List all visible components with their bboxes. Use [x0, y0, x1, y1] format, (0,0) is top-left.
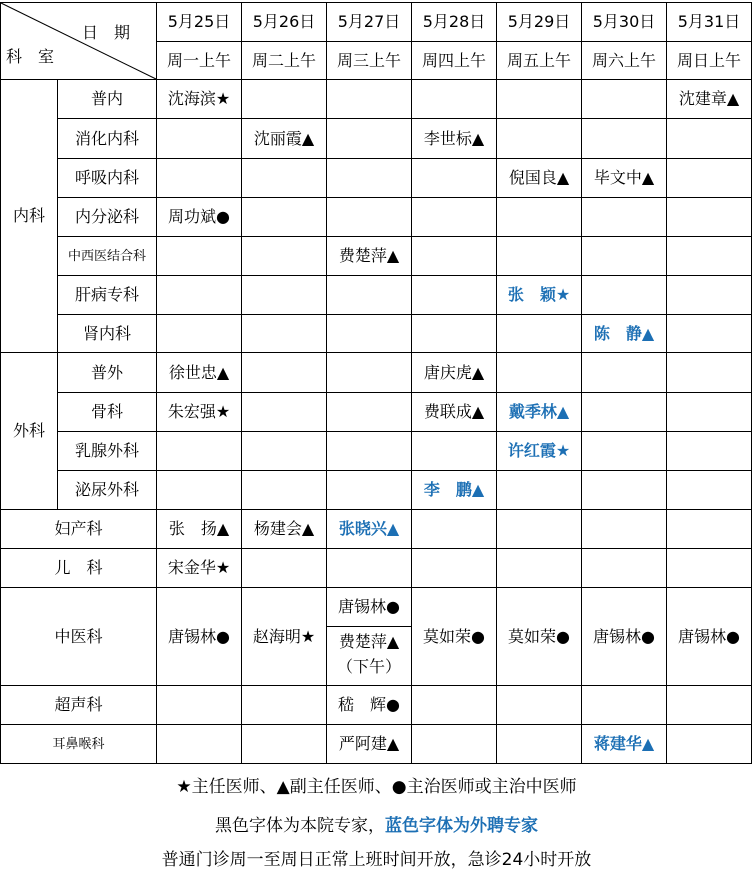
legend-hours-note: 普通门诊周一至周日正常上班时间开放，急诊24小时开放	[161, 850, 592, 870]
group-label-neike: 内科	[12, 206, 45, 225]
doctor-cell-external: 李 鹏▲	[423, 480, 485, 499]
doctor-cell: 嵇 辉●	[338, 695, 400, 714]
afternoon-note: （下午）	[336, 657, 401, 676]
weekday-header: 周一上午	[166, 50, 231, 70]
date-header: 5月30日	[592, 12, 656, 31]
doctor-cell: 唐庆虎▲	[423, 362, 485, 382]
dept-label: 肝病专科	[74, 285, 139, 304]
corner-dept-label: 科 室	[6, 47, 55, 66]
date-header: 5月26日	[252, 12, 316, 31]
doctor-cell-external: 张晓兴▲	[338, 519, 400, 538]
weekday-header: 周日上午	[676, 50, 741, 70]
doctor-cell: 费联成▲	[423, 402, 485, 421]
doctor-cell: 李世标▲	[423, 128, 485, 148]
doctor-cell: 唐锡林●	[593, 626, 655, 646]
doctor-cell: 费楚萍▲	[338, 246, 400, 265]
doctor-cell-external: 陈 静▲	[593, 323, 655, 343]
dept-label: 呼吸内科	[74, 168, 139, 187]
border-line	[57, 431, 751, 432]
date-header: 5月28日	[422, 12, 486, 31]
dept-label: 泌尿外科	[74, 480, 139, 499]
doctor-cell: 唐锡林●	[338, 597, 400, 616]
weekday-header: 周三上午	[336, 50, 401, 70]
doctor-cell: 沈建章▲	[678, 89, 740, 108]
doctor-cell: 徐世忠▲	[168, 362, 230, 382]
dept-label: 妇产科	[54, 519, 103, 538]
border-line	[57, 118, 751, 119]
weekday-header: 周六上午	[591, 50, 656, 70]
dept-label: 超声科	[54, 695, 103, 714]
border-line	[57, 470, 751, 471]
date-header: 5月27日	[337, 12, 401, 31]
doctor-cell: 毕文中▲	[593, 168, 655, 187]
doctor-cell: 宋金华★	[167, 558, 231, 577]
dept-label: 耳鼻喉科	[52, 736, 105, 752]
doctor-cell: 唐锡林●	[168, 626, 230, 646]
dept-label: 中医科	[54, 626, 103, 646]
date-header: 5月29日	[507, 12, 571, 31]
doctor-cell: 杨建会▲	[253, 519, 315, 538]
dept-label: 乳腺外科	[74, 441, 139, 460]
dept-label: 骨科	[90, 402, 123, 421]
legend-title-key: ★主任医师、▲副主任医师、●主治医师或主治中医师	[176, 777, 577, 797]
border-line	[57, 275, 751, 276]
dept-label: 内分泌科	[74, 207, 139, 226]
doctor-cell: 沈丽霞▲	[253, 128, 315, 148]
doctor-cell: 朱宏强★	[167, 402, 231, 421]
border-line	[326, 626, 411, 627]
legend	[0, 765, 753, 870]
doctor-cell: 沈海滨★	[167, 89, 231, 108]
dept-label: 肾内科	[82, 323, 131, 343]
dept-label: 儿 科	[54, 558, 103, 577]
doctor-cell: 张 扬▲	[168, 519, 230, 538]
doctor-cell-external: 许红霞★	[507, 441, 571, 460]
border-line	[0, 763, 751, 764]
corner-date-label: 日 期	[82, 23, 131, 42]
weekday-header: 周五上午	[506, 50, 571, 70]
date-header: 5月31日	[677, 12, 741, 31]
doctor-cell-external: 戴季林▲	[508, 402, 570, 421]
legend-blue-text: 蓝色字体为外聘专家	[385, 816, 538, 836]
doctor-cell: 唐锡林●	[678, 626, 740, 646]
group-label-waike: 外科	[12, 421, 45, 440]
weekday-header: 周二上午	[251, 50, 316, 70]
dept-label: 中西医结合科	[67, 248, 146, 264]
doctor-cell: 莫如荣●	[508, 626, 570, 646]
doctor-cell-external: 张 颖★	[507, 285, 571, 304]
date-header: 5月25日	[167, 12, 231, 31]
doctor-cell-external: 蒋建华▲	[593, 734, 655, 753]
header-diagonal	[0, 0, 157, 80]
border-line	[751, 2, 752, 764]
dept-label: 消化内科	[74, 128, 139, 148]
doctor-cell: 倪国良▲	[508, 168, 570, 187]
doctor-cell: 严阿建▲	[338, 734, 400, 753]
dept-label: 普内	[90, 89, 123, 108]
dept-label: 普外	[90, 362, 123, 382]
weekday-header: 周四上午	[421, 50, 486, 70]
legend-color-key	[0, 811, 753, 836]
doctor-cell: 周功斌●	[168, 207, 230, 226]
doctor-cell: 莫如荣●	[423, 626, 485, 646]
doctor-cell: 赵海明★	[252, 626, 316, 646]
legend-black-text: 黑色字体为本院专家，	[215, 816, 385, 836]
doctor-cell: 费楚萍▲	[338, 632, 400, 651]
